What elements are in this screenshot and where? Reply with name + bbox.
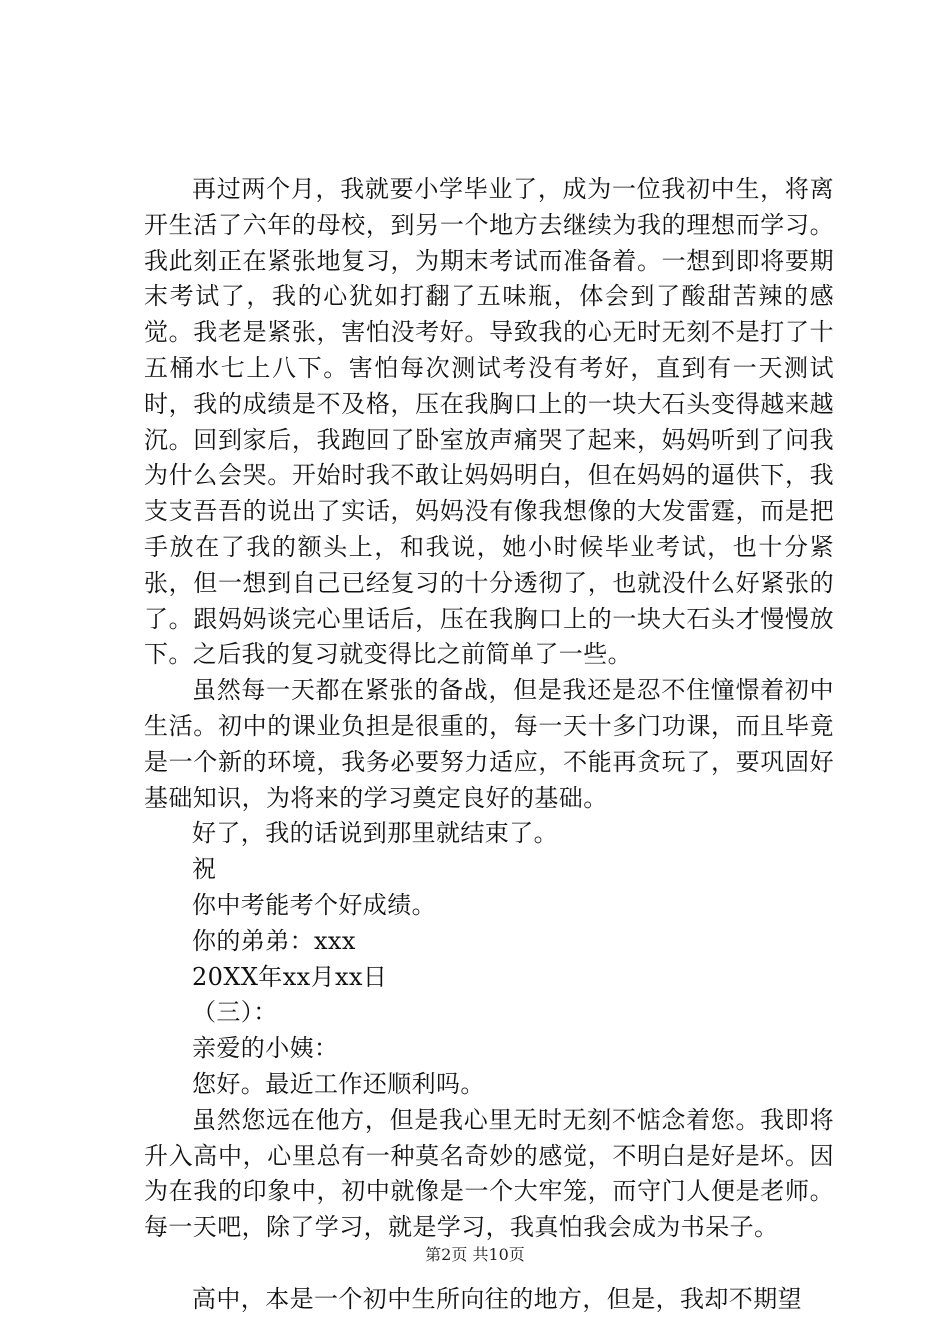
paragraph-high-school: 高中，本是一个初中生所向往的地方，但是，我却不期望 [192, 1284, 802, 1313]
paragraph-missing-aunt: 虽然您远在他方，但是我心里无时无刻不惦念着您。我即将升入高中，心里总有一种莫名奇妙的感觉，不明白是好是坏。因为在我的印象中，初中就像是一个大牢笼，而守门人便是老师。每一天吧，除了学习，就是学习，我真怕我会成为书呆子。 [144, 1105, 834, 1242]
signature-line: 你的弟弟：xxx [192, 926, 356, 955]
section-heading: （三）： [192, 998, 278, 1027]
closing-line: 你中考能考个好成绩。 [192, 890, 436, 919]
salutation-line: 亲爱的小姨： [192, 1034, 339, 1063]
date-line: 20XX年xx月xx日 [192, 962, 388, 991]
closing-line: 好了，我的话说到那里就结束了。 [192, 819, 558, 848]
paragraph-exam-preparation: 再过两个月，我就要小学毕业了，成为一位我初中生，将离开生活了六年的母校，到另一个地方去继续为我的理想而学习。我此刻正在紧张地复习，为期末考试而准备着。一想到即将要期末考试了，我的心犹如打翻了五味瓶，体会到了酸甜苦辣的感觉。我老是紧张，害怕没考好。导致我的心无时无刻不是打了十五桶水七上八下。害怕每次测试考没有考好，直到有一天测试时，我的成绩是不及格，压在我胸口上的一块大石头变得越来越沉。回到家后，我跑回了卧室放声痛哭了起来，妈妈听到了问我为什么会哭。开始时我不敢让妈妈明白，但在妈妈的逼供下，我支支吾吾的说出了实话，妈妈没有像我想像的大发雷霆，而是把手放在了我的额头上，和我说，她小时候毕业考试，也十分紧张，但一想到自己已经复习的十分透彻了，也就没什么好紧张的了。跟妈妈谈完心里话后，压在我胸口上的一块大石头才慢慢放下。之后我的复习就变得比之前简单了一些。 [144, 175, 834, 669]
document-body [144, 172, 834, 1318]
page-number-footer: 第2页 共10页 [425, 1245, 525, 1264]
paragraph-junior-high-hopes: 虽然每一天都在紧张的备战，但是我还是忍不住憧憬着初中生活。初中的课业负担是很重的，每一天十多门功课，而且毕竟是一个新的环境，我务必要努力适应，不能再贪玩了，要巩固好基础知识，为将来的学习奠定良好的基础。 [144, 676, 834, 812]
closing-line: 祝 [192, 855, 217, 884]
greeting-line: 您好。最近工作还顺利吗。 [192, 1069, 485, 1098]
